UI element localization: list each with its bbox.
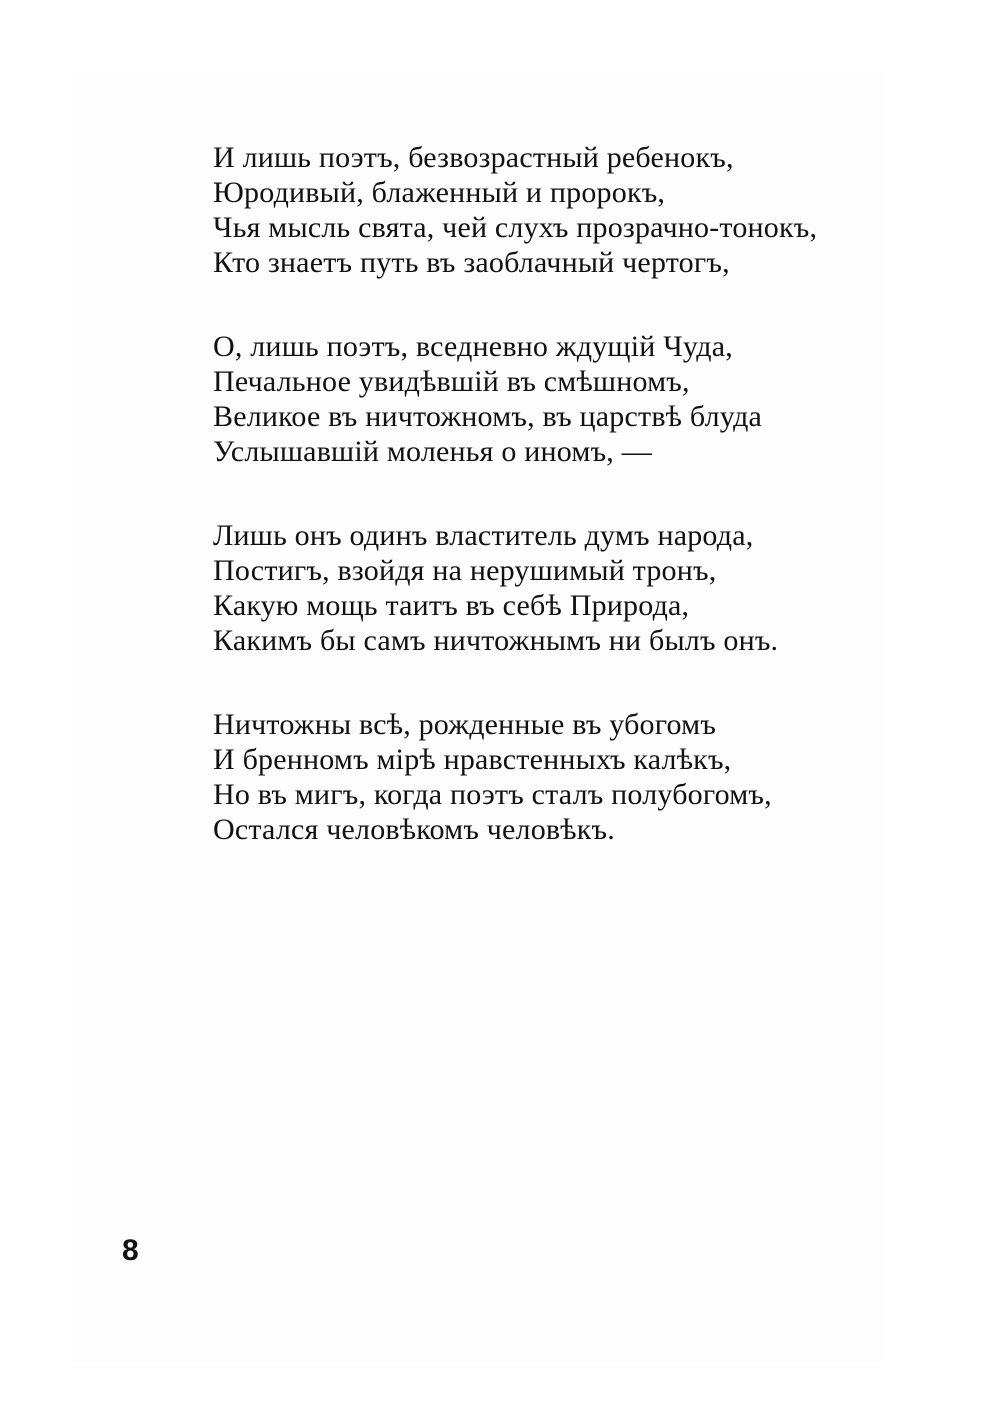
page-number: 8: [122, 1234, 139, 1267]
poem-line: Услышавшiй моленья о иномъ, —: [213, 435, 652, 468]
poem-line: Постигъ, взойдя на нерушимый тронъ,: [213, 554, 717, 587]
poem-line: Чья мысль свята, чей слухъ прозрачно-тонокъ,: [213, 211, 818, 244]
poem-line: И бренномъ мiрѣ нравстенныхъ калѣкъ,: [213, 743, 732, 776]
poem-line: Лишь онъ одинъ властитель думъ народа,: [213, 519, 754, 552]
poem-line: О, лишь поэтъ, вседневно ждущiй Чуда,: [213, 330, 733, 363]
stanza-4: [213, 707, 893, 847]
poem: [213, 140, 893, 896]
poem-line: Какимъ бы самъ ничтожнымъ ни былъ онъ.: [213, 624, 779, 657]
poem-line: Кто знаетъ путь въ заоблачный чертогъ,: [213, 246, 730, 279]
poem-line: Ничтожны всѣ, рожденные въ убогомъ: [213, 708, 717, 741]
stanza-2: [213, 329, 893, 469]
stanza-3: [213, 518, 893, 658]
poem-line: Остался человѣкомъ человѣкъ.: [213, 813, 615, 846]
poem-line: Юродивый, блаженный и пророкъ,: [213, 176, 666, 209]
poem-line: Печальное увидѣвшiй въ смѣшномъ,: [213, 365, 690, 398]
stanza-1: [213, 140, 893, 280]
poem-line: И лишь поэтъ, безвозрастный ребенокъ,: [213, 141, 734, 174]
poem-line: Какую мощь таитъ въ себѣ Природа,: [213, 589, 690, 622]
poem-line: Но въ мигъ, когда поэтъ сталъ полубогомъ,: [213, 778, 772, 811]
poem-line: Великое въ ничтожномъ, въ царствѣ блуда: [213, 400, 763, 433]
